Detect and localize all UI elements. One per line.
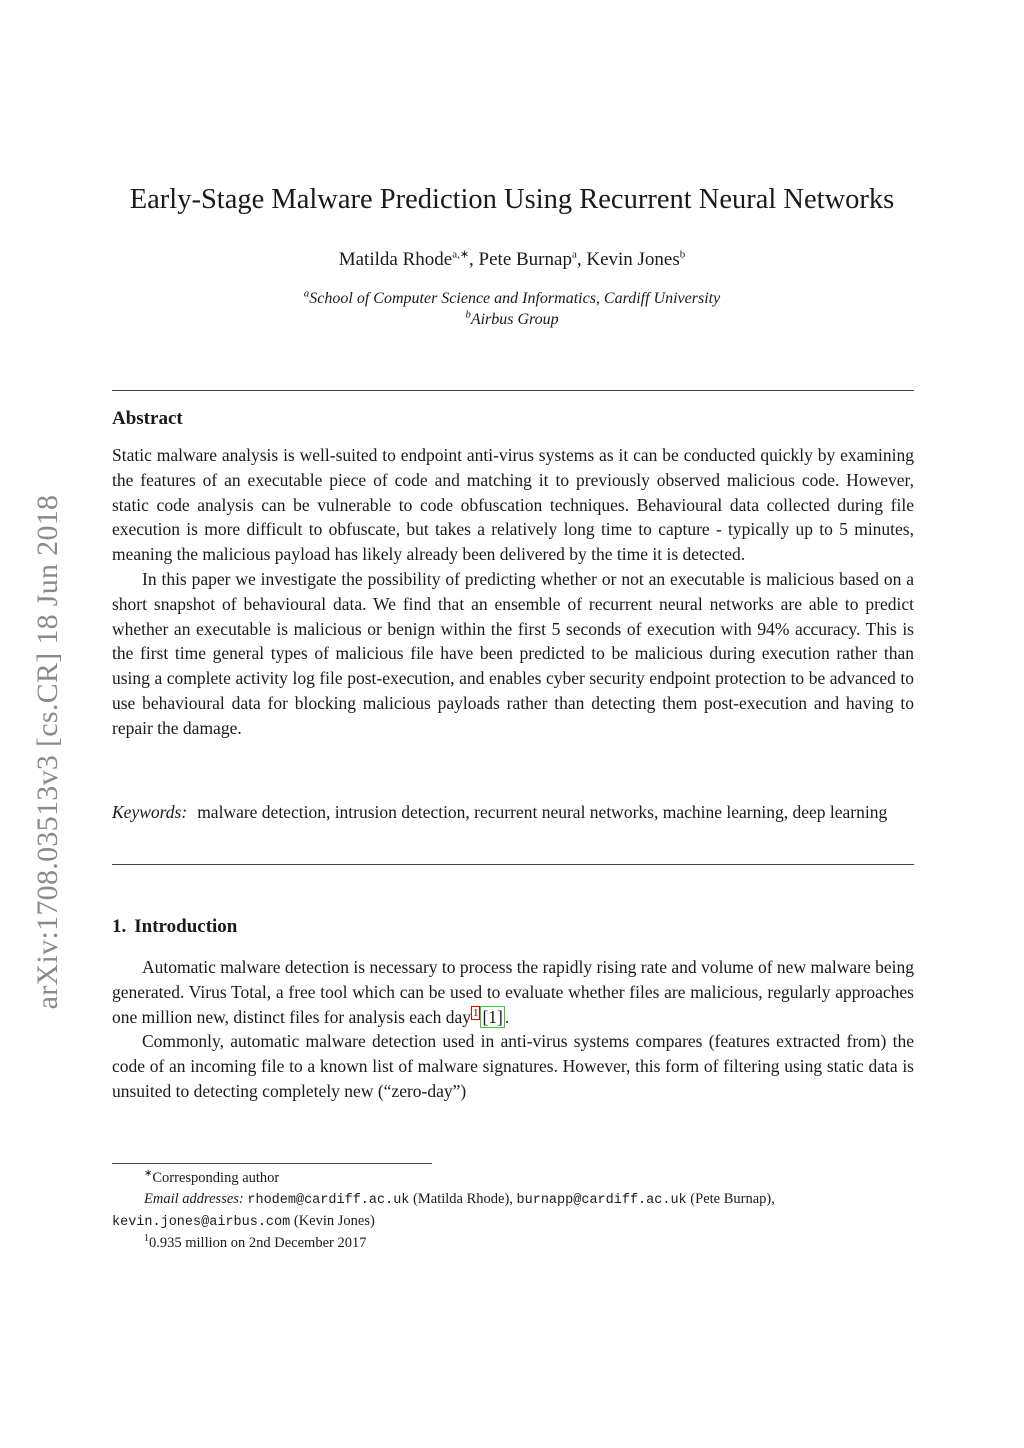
footnote-emails (112, 1189, 914, 1211)
section-number: 1. (112, 916, 127, 937)
abstract-heading: Abstract (112, 408, 183, 429)
email-link[interactable]: burnapp@cardiff.ac.uk (516, 1193, 687, 1208)
author-separator: , (469, 249, 479, 270)
author-affiliation-mark: b (679, 248, 686, 261)
abstract-body (112, 443, 914, 741)
arxiv-identifier-stamp[interactable]: arXiv:1708.03513v3 [cs.CR] 18 Jun 2018 (31, 494, 64, 1010)
footnote-1 (112, 1233, 914, 1254)
abstract-paragraph: In this paper we investigate the possibility of predicting whether or not an executable is malicious based on a short snapshot of behavioural data. We find that an ensemble of recurrent neural networks are able to predict whether an executable is malicious or benign within the first 5 seconds of execution with 94% accuracy. This is the first time general types of malicious file have been predicted to be malicious during execution rather than using a complete activity log file post-execution, and enables cyber security endpoint protection to be advanced to use behavioural data for blocking malicious payloads rather than detecting them post-execution and having to repair the damage. (112, 568, 914, 738)
keywords-label: Keywords: (112, 802, 188, 822)
affiliation-mark: b (465, 308, 471, 321)
paper-title: Early-Stage Malware Prediction Using Recurrent Neural Networks (129, 184, 895, 215)
author-name: Pete Burnap (478, 249, 572, 270)
email-link[interactable]: kevin.jones@airbus.com (112, 1215, 291, 1230)
affiliation-text: Airbus Group (470, 311, 559, 328)
affiliation-text: School of Computer Science and Informatics, Cardiff University (309, 290, 721, 307)
abstract-paragraph: Static malware analysis is well-suited to endpoint anti-virus systems as it can be conducted quickly by examining the features of an executable piece of code and matching it to previously observed malicious code. However, static code analysis can be vulnerable to code obfuscation techniques. Behavioural data collected during file execution is more difficult to obfuscate, but takes a relatively long time to capture - typically up to 5 minutes, meaning the malicious payload has likely already been delivered by the time it is detected. (112, 445, 914, 565)
author-list (112, 249, 912, 271)
author-separator: , (576, 249, 587, 270)
keywords-line (112, 800, 914, 825)
keywords-text: malware detection, intrusion detection, recurrent neural networks, machine learning, deep learning (197, 802, 888, 822)
footnote-mark: ∗ (144, 1168, 153, 1180)
author-name: Matilda Rhode (338, 249, 453, 270)
author-affiliation-mark: a,∗ (452, 248, 470, 261)
abstract-bottom-rule (112, 864, 914, 865)
email-label: Email addresses: (144, 1191, 244, 1207)
section-heading-introduction (112, 916, 237, 938)
abstract-top-rule (112, 390, 914, 391)
paragraph-end: . (504, 1006, 510, 1027)
affiliation-mark: a (303, 287, 310, 300)
author-name: Kevin Jones (586, 249, 680, 270)
email-owner: (Pete Burnap), (686, 1191, 775, 1207)
email-owner: (Matilda Rhode), (409, 1191, 517, 1207)
footnote-link[interactable]: 1 (472, 1006, 479, 1019)
citation-link[interactable]: [1] (482, 1006, 503, 1027)
footnote-text: Corresponding author (152, 1170, 280, 1186)
footnote-corresponding (112, 1168, 914, 1189)
email-owner: (Kevin Jones) (290, 1213, 375, 1229)
affiliation-line (112, 287, 912, 308)
section-title: Introduction (134, 916, 238, 937)
paragraph-text: Automatic malware detection is necessary to process the rapidly rising rate and volume of new malware being generated. Virus Total, a free tool which can be used to evaluate whether files are malicious, regularly approaches one million new, distinct files for analysis each day (112, 957, 914, 1027)
footnote-emails-cont (112, 1211, 914, 1233)
footnote-mark: 1 (144, 1233, 149, 1245)
introduction-body (112, 955, 914, 1104)
introduction-paragraph: Commonly, automatic malware detection used in anti-virus systems compares (features extracted from) the code of an incoming file to a known list of malware signatures. However, this form of filtering using static data is unsuited to detecting completely new (“zero-day”) (112, 1031, 914, 1101)
affiliation-line (112, 308, 912, 329)
footnotes (112, 1168, 914, 1254)
introduction-paragraph (112, 955, 914, 1029)
author-affiliation-mark: a (571, 248, 577, 261)
email-link[interactable]: rhodem@cardiff.ac.uk (247, 1193, 410, 1208)
footnote-rule (112, 1163, 432, 1164)
footnote-text: 0.935 million on 2nd December 2017 (149, 1235, 367, 1251)
